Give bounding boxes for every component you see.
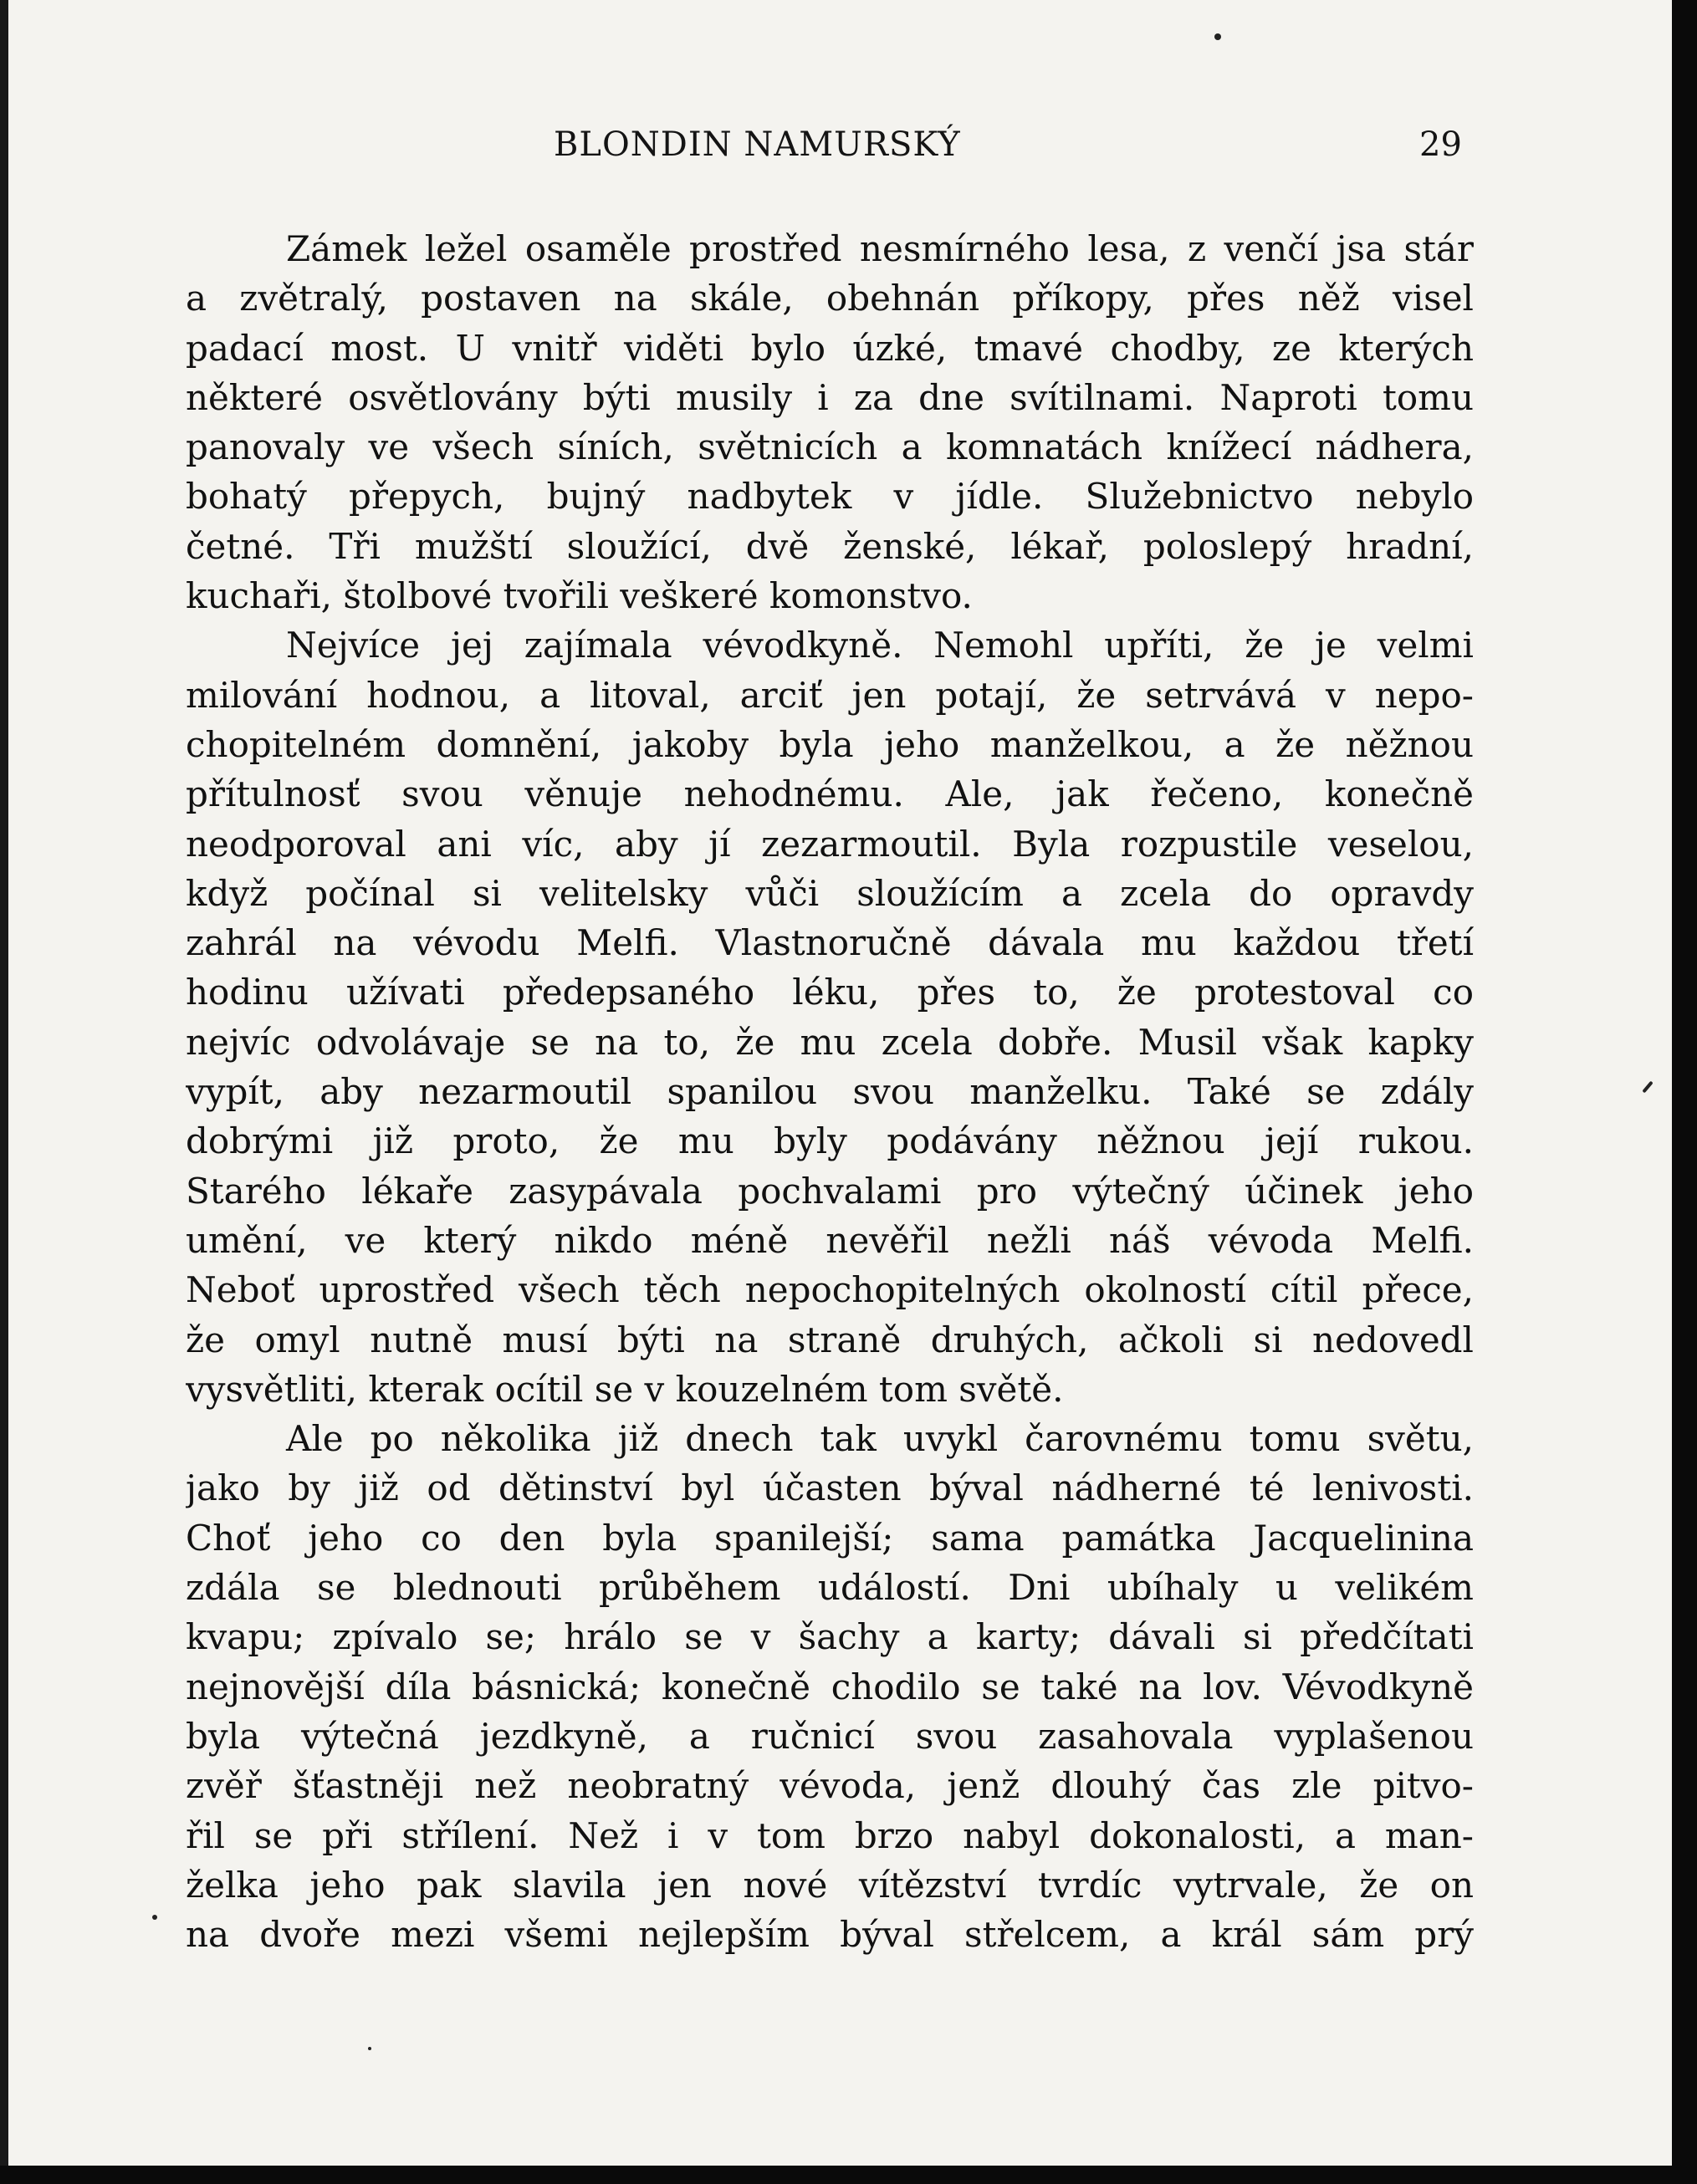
text-line: četné. Tři mužští sloužící, dvě ženské, lékař, poloslepý hradní, bbox=[186, 525, 1474, 567]
text-line: Nejvíce jej zajímala vévodkyně. Nemohl upříti, že je velmi bbox=[286, 625, 1474, 666]
text-line: Neboť uprostřed všech těch nepochopitelných okolností cítil přece, bbox=[186, 1269, 1474, 1311]
text-line: zahrál na vévodu Melfi. Vlastnoručně dávala mu každou třetí bbox=[186, 922, 1474, 964]
text-line: přítulnosť svou věnuje nehodnému. Ale, jak řečeno, konečně bbox=[186, 773, 1474, 815]
page-number: 29 bbox=[1419, 125, 1462, 164]
text-line: hodinu užívati předepsaného léku, přes to, že protestoval co bbox=[186, 972, 1474, 1013]
text-line: Zámek ležel osaměle prostřed nesmírného lesa, z venčí jsa stár bbox=[286, 228, 1474, 269]
text-line: Starého lékaře zasypávala pochvalami pro výtečný účinek jeho bbox=[186, 1170, 1474, 1212]
text-line: když počínal si velitelsky vůči sloužícím a zcela do opravdy bbox=[186, 872, 1474, 914]
text-line: některé osvětlovány býti musily i za dne svítilnami. Naproti tomu bbox=[186, 376, 1474, 418]
text-line: neodporoval ani víc, aby jí zezarmoutil. Byla rozpustile veselou, bbox=[186, 823, 1474, 865]
scan-speck bbox=[152, 1915, 157, 1920]
scan-speck bbox=[1642, 1081, 1653, 1094]
text-line: že omyl nutně musí býti na straně druhých, ačkoli si nedovedl bbox=[186, 1319, 1474, 1360]
text-line: vypít, aby nezarmoutil spanilou svou manželku. Také se zdály bbox=[186, 1071, 1474, 1113]
text-line: bohatý přepych, bujný nadbytek v jídle. Služebnictvo nebylo bbox=[186, 476, 1474, 518]
text-line: na dvoře mezi všemi nejlepším býval střelcem, a král sám prý bbox=[186, 1914, 1474, 1956]
text-line: kuchaři, štolbové tvořili veškeré komonstvo. bbox=[186, 575, 973, 617]
text-line: milování hodnou, a litoval, arciť jen potají, že setrvává v nepo- bbox=[186, 674, 1474, 716]
text-line: panovaly ve všech síních, světnicích a komnatách knížecí nádhera, bbox=[186, 426, 1474, 468]
scan-border-right bbox=[1672, 0, 1697, 2184]
text-line: chopitelném domnění, jakoby byla jeho manželkou, a že něžnou bbox=[186, 723, 1474, 765]
text-line: nejnovější díla básnická; konečně chodilo se také na lov. Vévodkyně bbox=[186, 1666, 1474, 1707]
running-head: BLONDIN NAMURSKÝ bbox=[554, 125, 961, 164]
text-line: vysvětliti, kterak ocítil se v kouzelném tom světě. bbox=[186, 1368, 1064, 1410]
text-line: kvapu; zpívalo se; hrálo se v šachy a karty; dávali si předčítati bbox=[186, 1616, 1474, 1658]
text-line: řil se při střílení. Než i v tom brzo nabyl dokonalosti, a man- bbox=[186, 1814, 1474, 1856]
scan-border-bottom bbox=[0, 2166, 1697, 2184]
text-line: padací most. U vnitř viděti bylo úzké, tmavé chodby, ze kterých bbox=[186, 327, 1474, 369]
scan-speck bbox=[1214, 33, 1221, 40]
text-line: zvěř šťastněji než neobratný vévoda, jenž dlouhý čas zle pitvo- bbox=[186, 1765, 1474, 1807]
binding-shadow bbox=[0, 0, 8, 2184]
text-line: želka jeho pak slavila jen nové vítězství tvrdíc vytrvale, že on bbox=[186, 1864, 1474, 1906]
text-line: nejvíc odvolávaje se na to, že mu zcela dobře. Musil však kapky bbox=[186, 1021, 1474, 1063]
body-text bbox=[186, 224, 1474, 1959]
scan-speck bbox=[368, 2047, 371, 2050]
text-line: dobrými již proto, že mu byly podávány něžnou její rukou. bbox=[186, 1120, 1474, 1162]
text-line: umění, ve který nikdo méně nevěřil nežli náš vévoda Melfi. bbox=[186, 1219, 1474, 1261]
text-line: Choť jeho co den byla spanilejší; sama památka Jacquelinina bbox=[186, 1517, 1474, 1559]
text-line: jako by již od dětinství byl účasten býval nádherné té lenivosti. bbox=[186, 1467, 1474, 1509]
text-line: Ale po několika již dnech tak uvykl čarovnému tomu světu, bbox=[286, 1418, 1474, 1460]
text-line: byla výtečná jezdkyně, a ručnicí svou zasahovala vyplašenou bbox=[186, 1715, 1474, 1757]
text-line: a zvětralý, postaven na skále, obehnán příkopy, přes něž visel bbox=[186, 278, 1474, 319]
text-line: zdála se blednouti průběhem událostí. Dni ubíhaly u velikém bbox=[186, 1567, 1474, 1609]
